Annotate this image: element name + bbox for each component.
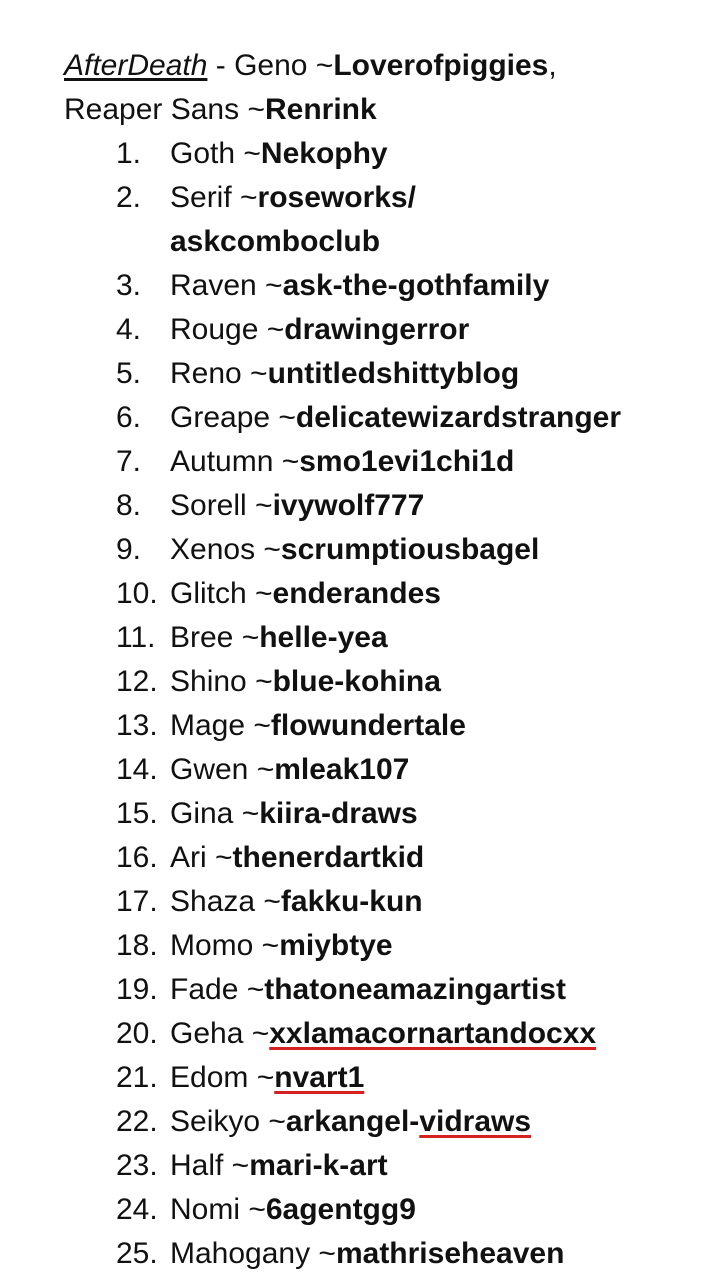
item-number: 6. (116, 401, 142, 434)
item-body (170, 616, 388, 660)
item-number: 22. (116, 1105, 158, 1138)
item-artist-cont: askcomboclub (170, 225, 381, 258)
item-artist: mleak107 (274, 753, 410, 786)
item-artist: enderandes (272, 577, 441, 610)
list-item (0, 176, 720, 264)
item-artist: mathriseheaven (335, 1237, 565, 1270)
item-name: Edom ~ (170, 1061, 275, 1094)
list-item (0, 704, 720, 748)
item-artist: ivywolf777 (272, 489, 425, 522)
list-item (0, 1100, 720, 1144)
item-body (170, 748, 409, 792)
item-number: 21. (116, 1061, 158, 1094)
list-item (0, 1056, 720, 1100)
item-body (170, 836, 424, 880)
item-body (170, 968, 566, 1012)
item-body (170, 1056, 364, 1100)
item-name: Shino ~ (170, 665, 273, 698)
item-artist-misspelled[interactable]: xxlamacornartandocxx (269, 1017, 597, 1050)
item-artist: thenerdartkid (232, 841, 425, 874)
item-name: Geha ~ (170, 1017, 270, 1050)
item-body (170, 1188, 416, 1232)
item-number: 3. (116, 269, 142, 302)
item-body (170, 440, 514, 484)
item-artist: arkangel- (285, 1105, 420, 1138)
item-number: 23. (116, 1149, 158, 1182)
item-body (170, 528, 539, 572)
item-body (170, 924, 393, 968)
item-name: Reno ~ (170, 357, 268, 390)
item-name: Rouge ~ (170, 313, 285, 346)
item-body (170, 132, 388, 176)
list-item (0, 352, 720, 396)
item-artist: untitledshittyblog (267, 357, 520, 390)
item-artist: miybtye (279, 929, 393, 962)
item-name: Goth ~ (170, 137, 261, 170)
item-name: Fade ~ (170, 973, 265, 1006)
header-sep: - Geno ~ (207, 49, 334, 82)
item-name: Gwen ~ (170, 753, 275, 786)
item-number: 13. (116, 709, 158, 742)
item-name: Seikyo ~ (170, 1105, 286, 1138)
list-item (0, 836, 720, 880)
item-name: Sorell ~ (170, 489, 273, 522)
list-item (0, 1188, 720, 1232)
list-item (0, 308, 720, 352)
item-number: 18. (116, 929, 158, 962)
item-artist: scrumptiousbagel (280, 533, 540, 566)
item-body (170, 264, 549, 308)
item-name: Greape ~ (170, 401, 296, 434)
list-item (0, 1232, 720, 1276)
item-number: 17. (116, 885, 158, 918)
item-artist: flowundertale (270, 709, 466, 742)
item-name: Ari ~ (170, 841, 233, 874)
header-line2-prefix: Reaper Sans ~ (64, 93, 265, 126)
item-body (170, 1232, 564, 1276)
item-number: 14. (116, 753, 158, 786)
item-body (170, 1012, 596, 1056)
header-author-2: Renrink (264, 93, 377, 126)
item-number: 24. (116, 1193, 158, 1226)
item-artist: thatoneamazingartist (264, 973, 566, 1006)
list-item (0, 792, 720, 836)
item-number: 25. (116, 1237, 158, 1270)
item-number: 15. (116, 797, 158, 830)
list-item (0, 396, 720, 440)
item-body (170, 1144, 388, 1188)
item-artist: fakku-kun (280, 885, 423, 918)
item-artist: roseworks/ (257, 181, 416, 214)
list-item (0, 528, 720, 572)
item-name: Raven ~ (170, 269, 283, 302)
item-name: Mage ~ (170, 709, 271, 742)
item-number: 12. (116, 665, 158, 698)
item-artist: ask-the-gothfamily (282, 269, 550, 302)
item-artist: helle-yea (259, 621, 388, 654)
list-item (0, 880, 720, 924)
item-number: 10. (116, 577, 158, 610)
header-comma: , (548, 49, 557, 82)
item-body (170, 396, 621, 440)
title-link[interactable]: AfterDeath (64, 49, 208, 82)
item-body (170, 484, 424, 528)
item-number: 1. (116, 137, 142, 170)
list-item (0, 440, 720, 484)
list-item (0, 616, 720, 660)
item-number: 8. (116, 489, 142, 522)
item-name: Gina ~ (170, 797, 260, 830)
list-item (0, 968, 720, 1012)
item-number: 9. (116, 533, 142, 566)
item-artist: delicatewizardstranger (295, 401, 622, 434)
item-number: 7. (116, 445, 142, 478)
item-number: 20. (116, 1017, 158, 1050)
credits-list (0, 132, 720, 1276)
item-body (170, 572, 441, 616)
item-body (170, 1100, 531, 1144)
header-line-1 (64, 44, 557, 88)
item-artist-misspelled[interactable]: vidraws (419, 1105, 532, 1138)
list-item (0, 924, 720, 968)
item-artist: mari-k-art (249, 1149, 388, 1182)
item-artist: kiira-draws (259, 797, 418, 830)
item-artist: drawingerror (284, 313, 470, 346)
list-item (0, 1012, 720, 1056)
item-artist: blue-kohina (272, 665, 441, 698)
item-body (170, 880, 423, 924)
item-name: Momo ~ (170, 929, 280, 962)
item-name: Bree ~ (170, 621, 260, 654)
item-name: Autumn ~ (170, 445, 300, 478)
item-name: Nomi ~ (170, 1193, 266, 1226)
item-body (170, 660, 441, 704)
list-item (0, 132, 720, 176)
item-artist: smo1evi1chi1d (299, 445, 515, 478)
item-body (170, 704, 466, 748)
item-number: 16. (116, 841, 158, 874)
item-number: 11. (116, 621, 156, 654)
item-name: Glitch ~ (170, 577, 273, 610)
list-item (0, 1144, 720, 1188)
list-item (0, 264, 720, 308)
list-item (0, 660, 720, 704)
item-name: Shaza ~ (170, 885, 281, 918)
item-number: 5. (116, 357, 142, 390)
item-artist: Nekophy (260, 137, 388, 170)
list-item (0, 572, 720, 616)
header-author-1: Loverofpiggies (333, 49, 549, 82)
list-item (0, 484, 720, 528)
item-name: Half ~ (170, 1149, 250, 1182)
item-body (170, 308, 469, 352)
item-body (170, 792, 418, 836)
item-artist-misspelled[interactable]: nvart1 (274, 1061, 365, 1094)
item-artist: 6agentgg9 (265, 1193, 416, 1226)
item-body (170, 176, 470, 264)
item-name: Mahogany ~ (170, 1237, 336, 1270)
item-number: 19. (116, 973, 158, 1006)
item-number: 4. (116, 313, 142, 346)
item-number: 2. (116, 181, 142, 214)
item-name: Serif ~ (170, 181, 258, 214)
header-line-2 (64, 88, 377, 132)
item-name: Xenos ~ (170, 533, 281, 566)
item-body (170, 352, 519, 396)
list-item (0, 748, 720, 792)
